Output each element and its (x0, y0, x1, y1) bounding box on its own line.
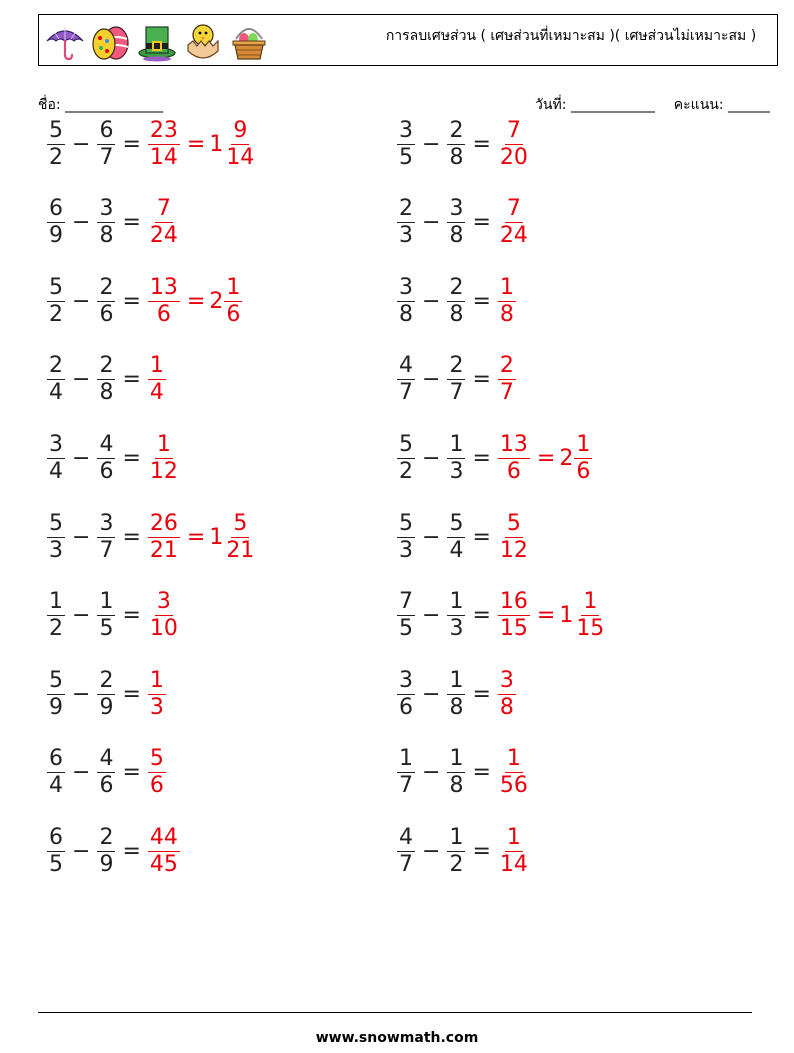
answer-fraction-numerator: 13 (149, 274, 178, 300)
minuend-fraction (397, 511, 415, 564)
subtrahend-fraction (97, 746, 115, 799)
minuend-fraction-denominator: 2 (49, 301, 63, 327)
answer-fraction-denominator: 12 (149, 458, 178, 484)
answer-equals-sign: = (536, 445, 556, 471)
equals-sign: = (472, 681, 491, 707)
subtrahend-fraction-denominator: 7 (449, 380, 464, 406)
problem-item (44, 663, 169, 725)
subtrahend-fraction-numerator: 2 (99, 824, 114, 850)
minuend-fraction-numerator: 3 (399, 117, 413, 143)
answer-fraction-numerator: 3 (156, 589, 171, 615)
answer-fraction-numerator: 1 (149, 353, 164, 379)
subtrahend-fraction-denominator: 8 (449, 223, 464, 249)
problem-item (394, 113, 533, 175)
problem-item (44, 585, 183, 647)
minuend-fraction-denominator: 5 (399, 616, 413, 642)
equals-sign: = (122, 524, 141, 550)
mixed-fraction (574, 589, 606, 642)
answer-fraction (148, 118, 180, 171)
answer-fraction-denominator: 15 (499, 616, 528, 642)
minuend-fraction (47, 432, 65, 485)
minuend-fraction-denominator: 9 (49, 694, 63, 720)
minus-sign: − (422, 210, 441, 236)
subtrahend-fraction-numerator: 4 (99, 746, 114, 772)
subtrahend-fraction-denominator: 8 (449, 694, 464, 720)
problem-item (44, 506, 259, 568)
subtrahend-fraction (97, 825, 115, 878)
subtrahend-fraction (447, 589, 465, 642)
answer-fraction-denominator: 6 (149, 773, 164, 799)
mixed-fraction-denominator: 6 (576, 458, 591, 484)
minuend-fraction-numerator: 5 (49, 117, 63, 143)
problem-item (394, 742, 533, 804)
equals-sign: = (472, 367, 491, 393)
answer-fraction (148, 668, 166, 721)
subtrahend-fraction-denominator: 3 (449, 616, 464, 642)
subtrahend-fraction-numerator: 3 (449, 196, 464, 222)
subtrahend-fraction-numerator: 1 (449, 746, 464, 772)
answer-fraction (498, 432, 530, 485)
equals-sign: = (472, 210, 491, 236)
subtrahend-fraction-denominator: 9 (99, 851, 114, 877)
subtrahend-fraction-numerator: 1 (449, 589, 464, 615)
minuend-fraction-numerator: 5 (399, 431, 413, 457)
answer-fraction-denominator: 10 (149, 616, 178, 642)
answer-fraction-numerator: 1 (499, 274, 514, 300)
minuend-fraction-numerator: 6 (49, 824, 63, 850)
answer-fraction (148, 275, 180, 328)
answer-fraction (498, 825, 530, 878)
answer-fraction-numerator: 7 (506, 117, 521, 143)
mixed-fraction-numerator: 1 (583, 589, 598, 615)
subtrahend-fraction-denominator: 8 (449, 301, 464, 327)
minus-sign: − (72, 367, 91, 393)
minus-sign: − (422, 131, 441, 157)
answer-fraction-numerator: 7 (506, 196, 521, 222)
problem-item (394, 270, 519, 332)
minus-sign: − (72, 288, 91, 314)
minuend-fraction-numerator: 5 (49, 667, 63, 693)
subtrahend-fraction-denominator: 7 (99, 537, 114, 563)
minuend-fraction-denominator: 3 (399, 537, 413, 563)
minuend-fraction-denominator: 7 (399, 851, 413, 877)
answer-fraction-numerator: 13 (499, 431, 528, 457)
answer-fraction (498, 118, 530, 171)
problem-item (394, 585, 609, 647)
minuend-fraction-numerator: 3 (49, 431, 63, 457)
equals-sign: = (472, 288, 491, 314)
minuend-fraction-denominator: 2 (49, 144, 63, 170)
answer-fraction-denominator: 3 (149, 694, 164, 720)
minuend-fraction-denominator: 9 (49, 223, 63, 249)
minus-sign: − (72, 131, 91, 157)
answer-fraction-numerator: 5 (149, 746, 164, 772)
answer-fraction-denominator: 24 (149, 223, 178, 249)
equals-sign: = (122, 210, 141, 236)
mixed-fraction (224, 275, 242, 328)
subtrahend-fraction-numerator: 2 (99, 667, 114, 693)
answer-equals-sign: = (186, 131, 206, 157)
answer-equals-sign: = (186, 524, 206, 550)
minuend-fraction-numerator: 1 (49, 589, 63, 615)
subtrahend-fraction-numerator: 2 (449, 274, 464, 300)
answer-fraction-denominator: 14 (149, 144, 178, 170)
minuend-fraction (47, 668, 65, 721)
answer-fraction-numerator: 44 (149, 824, 178, 850)
minuend-fraction (397, 825, 415, 878)
answer-equals-sign: = (536, 603, 556, 629)
minuend-fraction (397, 118, 415, 171)
minuend-fraction (397, 432, 415, 485)
answer-fraction-denominator: 56 (499, 773, 528, 799)
answer-fraction-numerator: 3 (499, 667, 514, 693)
minuend-fraction (397, 196, 415, 249)
equals-sign: = (122, 838, 141, 864)
problem-item (44, 349, 169, 411)
subtrahend-fraction (447, 825, 465, 878)
subtrahend-fraction-denominator: 6 (99, 458, 114, 484)
minuend-fraction-numerator: 2 (49, 353, 63, 379)
minuend-fraction-denominator: 2 (399, 458, 413, 484)
problem-item (394, 192, 533, 254)
minuend-fraction-numerator: 7 (399, 589, 413, 615)
answer-fraction (498, 196, 530, 249)
problem-item (44, 270, 245, 332)
equals-sign: = (472, 524, 491, 550)
minuend-fraction (397, 353, 415, 406)
subtrahend-fraction-numerator: 6 (99, 117, 114, 143)
answer-fraction-denominator: 4 (149, 380, 164, 406)
problem-item (394, 506, 533, 568)
minuend-fraction-numerator: 6 (49, 746, 63, 772)
subtrahend-fraction-numerator: 3 (99, 510, 114, 536)
answer-fraction-numerator: 26 (149, 510, 178, 536)
subtrahend-fraction-numerator: 2 (449, 117, 464, 143)
answer-fraction-numerator: 7 (156, 196, 171, 222)
minuend-fraction-denominator: 3 (49, 537, 63, 563)
subtrahend-fraction-numerator: 2 (99, 274, 114, 300)
equals-sign: = (472, 760, 491, 786)
subtrahend-fraction (447, 432, 465, 485)
subtrahend-fraction-numerator: 2 (449, 353, 464, 379)
problem-item (394, 663, 519, 725)
subtrahend-fraction-numerator: 1 (449, 431, 464, 457)
subtrahend-fraction (97, 511, 115, 564)
minus-sign: − (72, 210, 91, 236)
subtrahend-fraction-denominator: 8 (99, 380, 114, 406)
mixed-fraction (574, 432, 592, 485)
answer-fraction-denominator: 14 (499, 851, 528, 877)
subtrahend-fraction-numerator: 3 (99, 196, 114, 222)
subtrahend-fraction (447, 118, 465, 171)
minuend-fraction-numerator: 6 (49, 196, 63, 222)
problem-item (394, 349, 519, 411)
minuend-fraction (397, 589, 415, 642)
equals-sign: = (122, 131, 141, 157)
minuend-fraction-numerator: 4 (399, 353, 413, 379)
minus-sign: − (72, 524, 91, 550)
problem-item (44, 427, 183, 489)
answer-fraction (148, 353, 166, 406)
mixed-fraction-denominator: 6 (226, 301, 241, 327)
subtrahend-fraction (97, 432, 115, 485)
equals-sign: = (472, 131, 491, 157)
answer-fraction-numerator: 1 (156, 431, 171, 457)
subtrahend-fraction-denominator: 7 (99, 144, 114, 170)
subtrahend-fraction-denominator: 3 (449, 458, 464, 484)
minuend-fraction-numerator: 4 (399, 824, 413, 850)
minuend-fraction-numerator: 5 (399, 510, 413, 536)
minus-sign: − (422, 838, 441, 864)
answer-fraction-denominator: 24 (499, 223, 528, 249)
answer-fraction-denominator: 7 (499, 380, 514, 406)
answer-fraction (498, 589, 530, 642)
answer-fraction (498, 353, 516, 406)
problem-item (44, 820, 183, 882)
minuend-fraction-denominator: 5 (49, 851, 63, 877)
subtrahend-fraction-denominator: 5 (99, 616, 114, 642)
minuend-fraction (47, 275, 65, 328)
minuend-fraction (47, 196, 65, 249)
mixed-fraction (224, 118, 256, 171)
answer-fraction (498, 668, 516, 721)
mixed-whole-number: 2 (559, 445, 574, 471)
subtrahend-fraction (447, 746, 465, 799)
subtrahend-fraction (97, 589, 115, 642)
minus-sign: − (422, 681, 441, 707)
answer-fraction-denominator: 8 (499, 301, 514, 327)
mixed-fraction-denominator: 21 (226, 537, 255, 563)
subtrahend-fraction (97, 275, 115, 328)
subtrahend-fraction (97, 196, 115, 249)
worksheet-title: การลบเศษส่วน ( เศษส่วนที่เหมาะสม )( เศษส่วนไม่เหมาะสม ) (385, 28, 757, 44)
subtrahend-fraction-denominator: 4 (449, 537, 464, 563)
minuend-fraction-denominator: 4 (49, 773, 63, 799)
problem-item (394, 427, 595, 489)
equals-sign: = (472, 838, 491, 864)
answer-fraction (498, 275, 516, 328)
subtrahend-fraction (447, 196, 465, 249)
subtrahend-fraction-numerator: 5 (449, 510, 464, 536)
minuend-fraction-denominator: 4 (49, 458, 63, 484)
answer-fraction-numerator: 1 (506, 746, 521, 772)
mixed-fraction-numerator: 1 (576, 431, 591, 457)
equals-sign: = (122, 760, 141, 786)
problem-item (44, 192, 183, 254)
answer-fraction-denominator: 6 (156, 301, 171, 327)
answer-fraction-numerator: 5 (506, 510, 521, 536)
subtrahend-fraction (447, 275, 465, 328)
answer-fraction (148, 432, 180, 485)
equals-sign: = (122, 288, 141, 314)
subtrahend-fraction-denominator: 8 (449, 773, 464, 799)
answer-fraction-denominator: 45 (149, 851, 178, 877)
mixed-whole-number: 1 (559, 603, 574, 629)
minuend-fraction-denominator: 7 (399, 773, 413, 799)
answer-fraction-numerator: 1 (149, 667, 164, 693)
minuend-fraction (47, 746, 65, 799)
minuend-fraction (47, 511, 65, 564)
mixed-whole-number: 2 (209, 288, 224, 314)
answer-fraction-numerator: 2 (499, 353, 514, 379)
problem-item (44, 113, 259, 175)
footer-url: www.snowmath.com (315, 1030, 479, 1046)
equals-sign: = (472, 603, 491, 629)
subtrahend-fraction (97, 668, 115, 721)
minuend-fraction (397, 746, 415, 799)
problem-item (44, 742, 169, 804)
mixed-fraction-numerator: 5 (233, 510, 248, 536)
subtrahend-fraction-denominator: 2 (449, 851, 464, 877)
minuend-fraction (47, 118, 65, 171)
minuend-fraction-denominator: 3 (399, 223, 413, 249)
subtrahend-fraction-denominator: 6 (99, 773, 114, 799)
subtrahend-fraction (97, 353, 115, 406)
answer-fraction (148, 196, 180, 249)
minuend-fraction-denominator: 8 (399, 301, 413, 327)
minuend-fraction (397, 275, 415, 328)
minuend-fraction (47, 353, 65, 406)
minuend-fraction (47, 589, 65, 642)
mixed-fraction-numerator: 9 (233, 117, 248, 143)
minus-sign: − (72, 681, 91, 707)
minus-sign: − (422, 760, 441, 786)
answer-fraction-denominator: 8 (499, 694, 514, 720)
subtrahend-fraction-denominator: 9 (99, 694, 114, 720)
minuend-fraction-denominator: 6 (399, 694, 413, 720)
subtrahend-fraction (447, 668, 465, 721)
minuend-fraction-denominator: 2 (49, 616, 63, 642)
subtrahend-fraction-numerator: 4 (99, 431, 114, 457)
minus-sign: − (72, 603, 91, 629)
answer-fraction (148, 589, 180, 642)
minuend-fraction-numerator: 1 (399, 746, 413, 772)
subtrahend-fraction (447, 353, 465, 406)
minus-sign: − (422, 603, 441, 629)
equals-sign: = (472, 445, 491, 471)
equals-sign: = (122, 445, 141, 471)
answer-fraction-denominator: 12 (499, 537, 528, 563)
mixed-whole-number: 1 (209, 524, 224, 550)
minus-sign: − (422, 524, 441, 550)
minuend-fraction-numerator: 5 (49, 510, 63, 536)
minuend-fraction-denominator: 5 (399, 144, 413, 170)
minuend-fraction-numerator: 3 (399, 274, 413, 300)
minuend-fraction-denominator: 7 (399, 380, 413, 406)
answer-fraction (148, 746, 166, 799)
minuend-fraction (397, 668, 415, 721)
equals-sign: = (122, 367, 141, 393)
equals-sign: = (122, 681, 141, 707)
answer-fraction (148, 825, 180, 878)
mixed-fraction (224, 511, 256, 564)
mixed-fraction-denominator: 14 (226, 144, 255, 170)
minus-sign: − (72, 760, 91, 786)
score-field[interactable]: คะแนน: ______ (673, 97, 770, 113)
subtrahend-fraction-numerator: 2 (99, 353, 114, 379)
answer-fraction-denominator: 21 (149, 537, 178, 563)
subtrahend-fraction-numerator: 1 (449, 824, 464, 850)
problem-item (394, 820, 533, 882)
minus-sign: − (422, 445, 441, 471)
minuend-fraction-numerator: 5 (49, 274, 63, 300)
subtrahend-fraction-numerator: 1 (449, 667, 464, 693)
subtrahend-fraction-denominator: 8 (99, 223, 114, 249)
answer-fraction (148, 511, 180, 564)
date-field[interactable]: วันที่: ____________ (535, 97, 655, 113)
answer-fraction-numerator: 16 (499, 589, 528, 615)
answer-fraction-denominator: 20 (499, 144, 528, 170)
minus-sign: − (422, 288, 441, 314)
subtrahend-fraction-denominator: 6 (99, 301, 114, 327)
answer-equals-sign: = (186, 288, 206, 314)
answer-fraction-numerator: 1 (506, 824, 521, 850)
name-field[interactable]: ชื่อ: ______________ (38, 97, 164, 113)
subtrahend-fraction (447, 511, 465, 564)
minus-sign: − (72, 445, 91, 471)
footer-divider (38, 1012, 752, 1013)
minuend-fraction (47, 825, 65, 878)
mixed-whole-number: 1 (209, 131, 224, 157)
minus-sign: − (72, 838, 91, 864)
answer-fraction-numerator: 23 (149, 117, 178, 143)
mixed-fraction-denominator: 15 (576, 616, 605, 642)
subtrahend-fraction (97, 118, 115, 171)
answer-fraction (498, 746, 530, 799)
subtrahend-fraction-numerator: 1 (99, 589, 114, 615)
mixed-fraction-numerator: 1 (226, 274, 241, 300)
minuend-fraction-numerator: 2 (399, 196, 413, 222)
equals-sign: = (122, 603, 141, 629)
minus-sign: − (422, 367, 441, 393)
answer-fraction (498, 511, 530, 564)
answer-fraction-denominator: 6 (506, 458, 521, 484)
minuend-fraction-denominator: 4 (49, 380, 63, 406)
subtrahend-fraction-denominator: 8 (449, 144, 464, 170)
minuend-fraction-numerator: 3 (399, 667, 413, 693)
